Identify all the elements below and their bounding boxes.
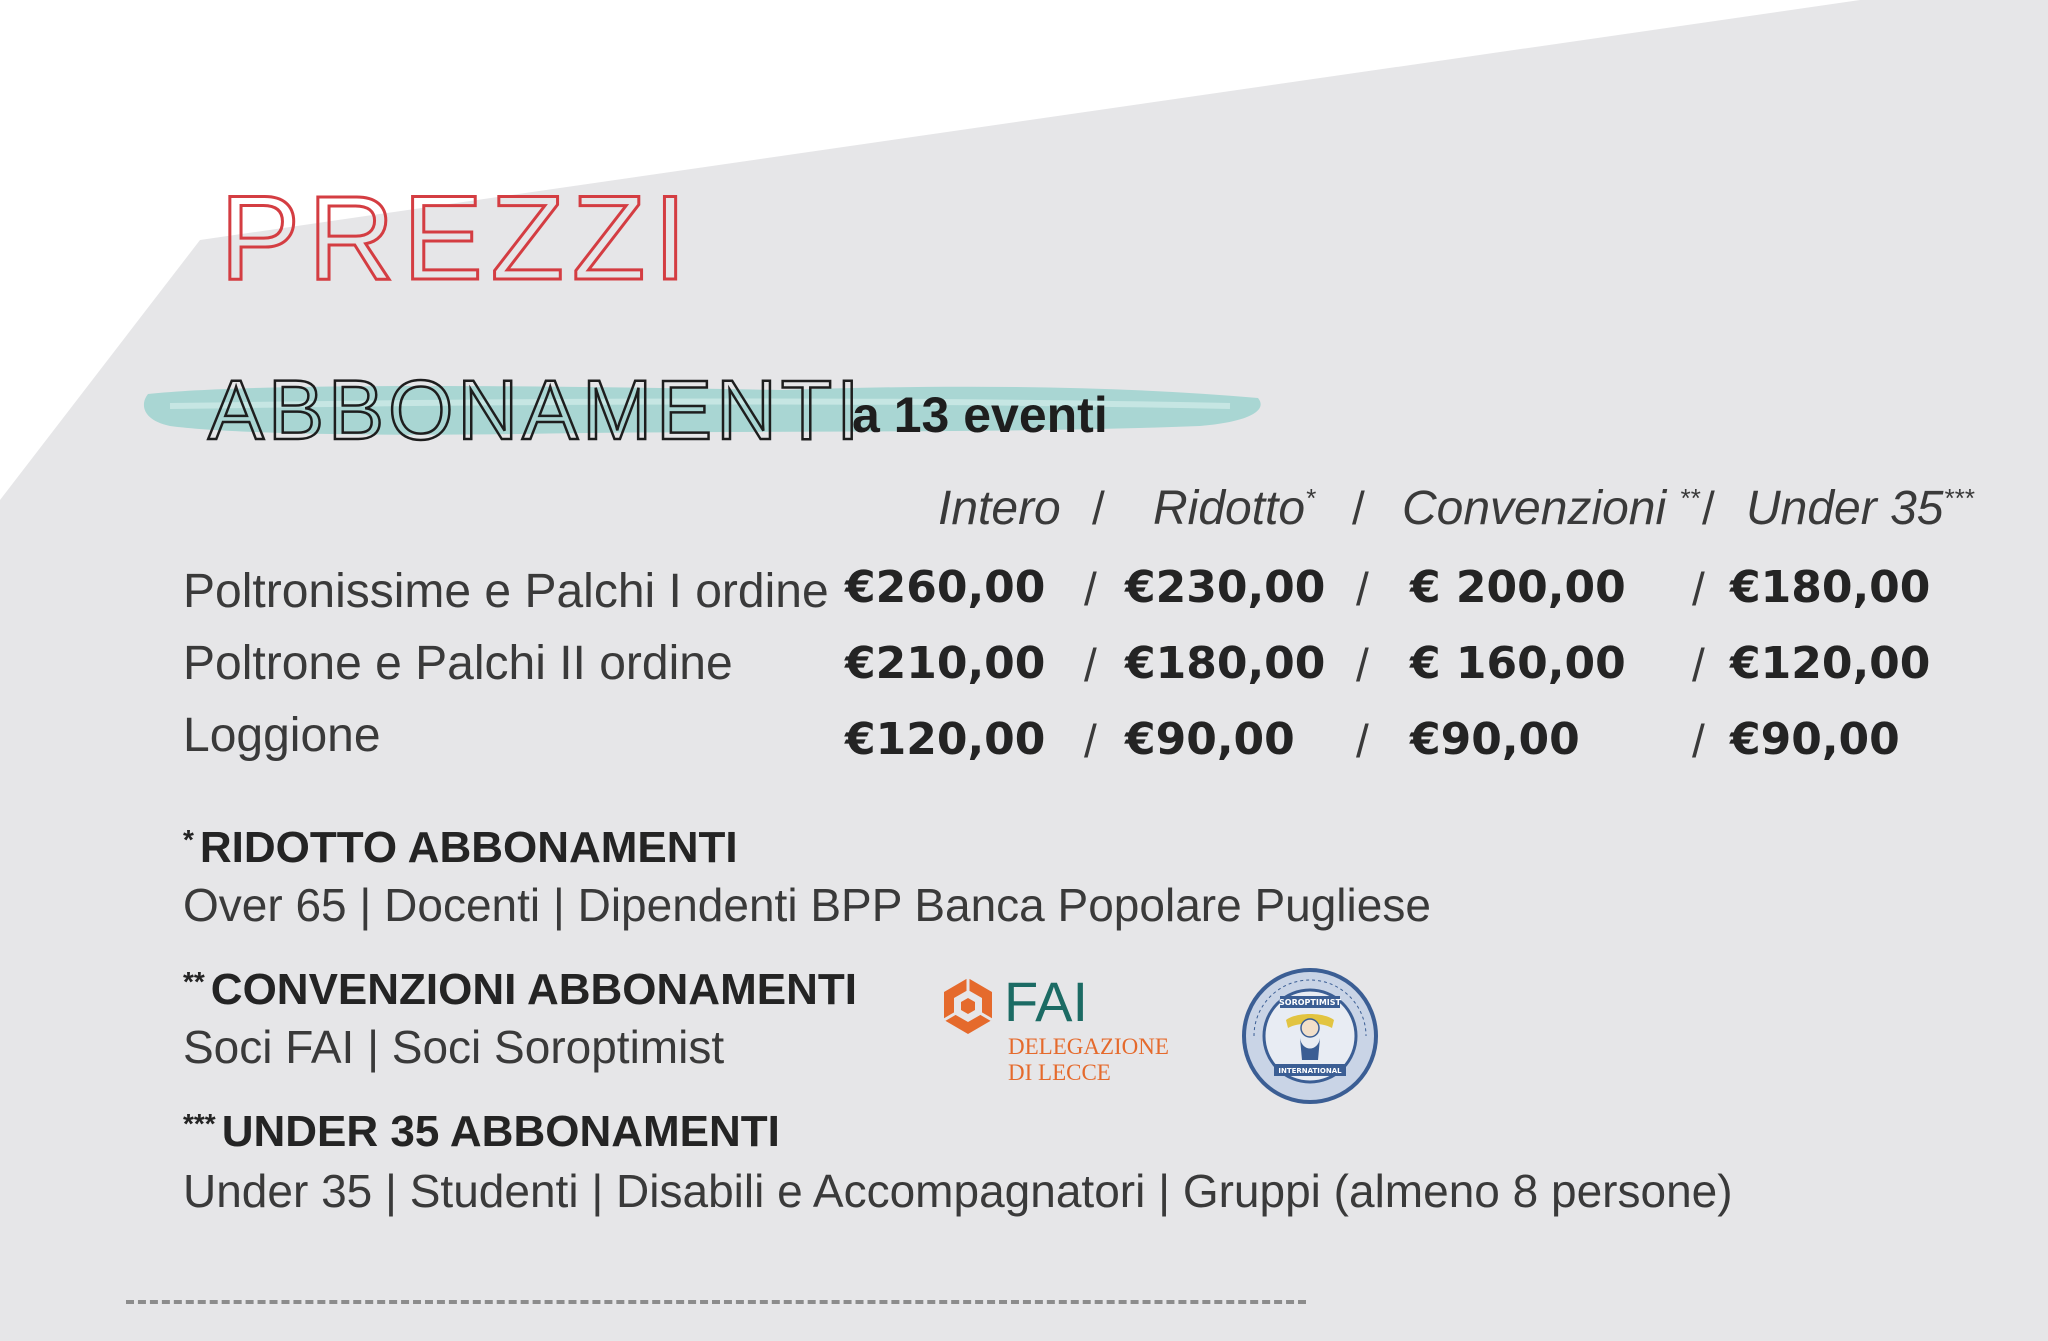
price-separator: / <box>1356 639 1369 691</box>
row-label-poltronissime: Poltronissime e Palchi I ordine <box>183 565 829 618</box>
price-separator: / <box>1084 639 1097 691</box>
note-stars: *** <box>183 1108 216 1139</box>
price-convenzioni: €90,00 <box>1410 714 1580 765</box>
note-stars: * <box>183 824 194 855</box>
ridotto-mark: * <box>1305 483 1316 513</box>
page-title: PREZZI <box>220 171 695 305</box>
price-separator: / <box>1692 563 1705 615</box>
column-header-convenzioni: Convenzioni ** <box>1402 482 1700 535</box>
price-ridotto: €180,00 <box>1125 638 1326 689</box>
note-heading-under35: *** UNDER 35 ABBONAMENTI <box>183 1107 780 1156</box>
note-heading-ridotto: * RIDOTTO ABBONAMENTI <box>183 823 738 872</box>
price-ridotto: €230,00 <box>1125 562 1326 613</box>
price-intero: €120,00 <box>845 714 1046 765</box>
price-under35: €180,00 <box>1730 562 1931 613</box>
price-separator: / <box>1084 563 1097 615</box>
column-header-under35: Under 35*** <box>1746 482 1974 535</box>
price-separator: / <box>1692 715 1705 767</box>
price-under35: €90,00 <box>1730 714 1900 765</box>
fai-mark-icon <box>938 976 998 1036</box>
fai-logo <box>938 970 1188 1086</box>
price-intero: €260,00 <box>845 562 1046 613</box>
fai-name: FAI <box>1004 970 1089 1033</box>
price-under35: €120,00 <box>1730 638 1931 689</box>
note-text-ridotto: Over 65 | Docenti | Dipendenti BPP Banca Popolare Pugliese <box>183 879 1431 931</box>
price-separator: / <box>1356 715 1369 767</box>
dashed-divider <box>126 1300 1306 1304</box>
svg-text:SOROPTIMIST: SOROPTIMIST <box>1279 998 1341 1007</box>
price-convenzioni: € 200,00 <box>1410 562 1626 613</box>
price-separator: / <box>1356 563 1369 615</box>
column-header-ridotto: Ridotto* <box>1153 482 1316 535</box>
subscriptions-heading: ABBONAMENTI <box>208 363 864 457</box>
column-separator: / <box>1352 482 1365 534</box>
column-separator: / <box>1092 482 1105 534</box>
column-separator: / <box>1702 482 1715 534</box>
svg-text:INTERNATIONAL: INTERNATIONAL <box>1278 1067 1342 1075</box>
subscriptions-count: a 13 eventi <box>852 387 1108 443</box>
fai-delegation: DELEGAZIONE DI LECCE <box>1008 1034 1169 1086</box>
column-header-intero: Intero <box>938 482 1061 535</box>
row-label-poltrone: Poltrone e Palchi II ordine <box>183 637 733 690</box>
note-stars: ** <box>183 966 205 997</box>
under35-mark: *** <box>1943 483 1974 513</box>
price-intero: €210,00 <box>845 638 1046 689</box>
convenzioni-mark: ** <box>1679 483 1700 513</box>
row-label-loggione: Loggione <box>183 709 381 762</box>
price-ridotto: €90,00 <box>1125 714 1295 765</box>
price-separator: / <box>1692 639 1705 691</box>
note-text-convenzioni: Soci FAI | Soci Soroptimist <box>183 1021 725 1073</box>
price-convenzioni: € 160,00 <box>1410 638 1626 689</box>
note-text-under35: Under 35 | Studenti | Disabili e Accompagnatori | Gruppi (almeno 8 persone) <box>183 1165 1733 1217</box>
price-separator: / <box>1084 715 1097 767</box>
soroptimist-seal-icon <box>1240 966 1380 1106</box>
note-heading-convenzioni: ** CONVENZIONI ABBONAMENTI <box>183 965 857 1014</box>
